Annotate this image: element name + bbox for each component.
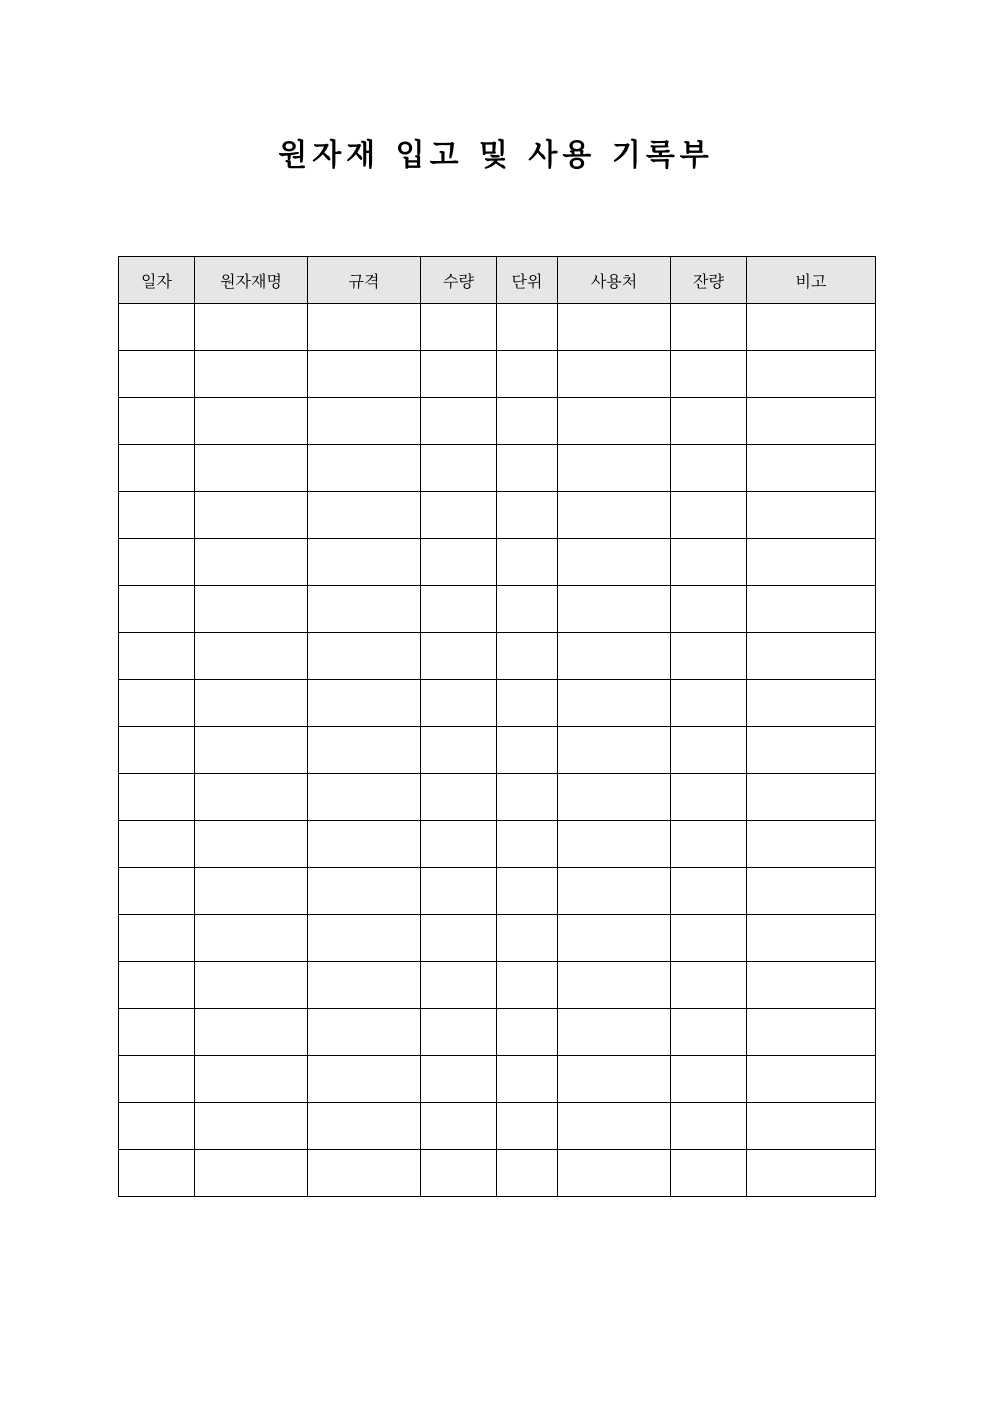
cell-unit[interactable] [497, 492, 558, 539]
cell-quantity[interactable] [421, 633, 497, 680]
cell-unit[interactable] [497, 351, 558, 398]
cell-date[interactable] [119, 915, 195, 962]
cell-quantity[interactable] [421, 445, 497, 492]
cell-unit[interactable] [497, 398, 558, 445]
cell-specification[interactable] [308, 1009, 421, 1056]
cell-material-name[interactable] [195, 962, 308, 1009]
cell-date[interactable] [119, 962, 195, 1009]
cell-quantity[interactable] [421, 304, 497, 351]
cell-quantity[interactable] [421, 868, 497, 915]
cell-material-name[interactable] [195, 445, 308, 492]
cell-unit[interactable] [497, 774, 558, 821]
cell-specification[interactable] [308, 1103, 421, 1150]
column-header-remaining: 잔량 [671, 257, 747, 304]
cell-usage[interactable] [558, 586, 671, 633]
cell-remarks[interactable] [747, 351, 876, 398]
cell-usage[interactable] [558, 304, 671, 351]
cell-quantity[interactable] [421, 915, 497, 962]
cell-unit[interactable] [497, 445, 558, 492]
cell-date[interactable] [119, 1009, 195, 1056]
cell-material-name[interactable] [195, 915, 308, 962]
cell-material-name[interactable] [195, 1103, 308, 1150]
cell-material-name[interactable] [195, 774, 308, 821]
cell-remaining[interactable] [671, 1009, 747, 1056]
cell-date[interactable] [119, 586, 195, 633]
page-title: 원자재 입고 및 사용 기록부 [278, 138, 714, 173]
cell-date[interactable] [119, 868, 195, 915]
cell-usage[interactable] [558, 821, 671, 868]
cell-remaining[interactable] [671, 445, 747, 492]
cell-material-name[interactable] [195, 821, 308, 868]
cell-material-name[interactable] [195, 680, 308, 727]
cell-remaining[interactable] [671, 586, 747, 633]
cell-material-name[interactable] [195, 868, 308, 915]
table-row [119, 1056, 876, 1103]
cell-quantity[interactable] [421, 586, 497, 633]
cell-specification[interactable] [308, 680, 421, 727]
cell-quantity[interactable] [421, 492, 497, 539]
cell-unit[interactable] [497, 1150, 558, 1197]
cell-usage[interactable] [558, 1103, 671, 1150]
cell-remaining[interactable] [671, 868, 747, 915]
header-row [119, 257, 876, 304]
cell-material-name[interactable] [195, 727, 308, 774]
cell-remarks[interactable] [747, 586, 876, 633]
cell-specification[interactable] [308, 492, 421, 539]
cell-remaining[interactable] [671, 1103, 747, 1150]
cell-remarks[interactable] [747, 304, 876, 351]
cell-material-name[interactable] [195, 1150, 308, 1197]
cell-remarks[interactable] [747, 492, 876, 539]
cell-specification[interactable] [308, 915, 421, 962]
cell-usage[interactable] [558, 680, 671, 727]
cell-remaining[interactable] [671, 398, 747, 445]
cell-material-name[interactable] [195, 586, 308, 633]
cell-quantity[interactable] [421, 1056, 497, 1103]
table-row [119, 680, 876, 727]
record-table [118, 256, 876, 1197]
cell-date[interactable] [119, 351, 195, 398]
cell-material-name[interactable] [195, 398, 308, 445]
cell-remarks[interactable] [747, 680, 876, 727]
cell-usage[interactable] [558, 774, 671, 821]
cell-unit[interactable] [497, 962, 558, 1009]
cell-specification[interactable] [308, 633, 421, 680]
cell-date[interactable] [119, 680, 195, 727]
cell-unit[interactable] [497, 680, 558, 727]
cell-remaining[interactable] [671, 962, 747, 1009]
cell-usage[interactable] [558, 539, 671, 586]
cell-quantity[interactable] [421, 774, 497, 821]
table-row [119, 398, 876, 445]
cell-material-name[interactable] [195, 492, 308, 539]
cell-unit[interactable] [497, 633, 558, 680]
cell-specification[interactable] [308, 398, 421, 445]
cell-date[interactable] [119, 727, 195, 774]
cell-usage[interactable] [558, 1056, 671, 1103]
table-row [119, 915, 876, 962]
cell-remaining[interactable] [671, 1150, 747, 1197]
cell-unit[interactable] [497, 868, 558, 915]
cell-quantity[interactable] [421, 727, 497, 774]
table-row [119, 727, 876, 774]
cell-specification[interactable] [308, 304, 421, 351]
cell-remarks[interactable] [747, 445, 876, 492]
cell-unit[interactable] [497, 304, 558, 351]
table-row [119, 1009, 876, 1056]
cell-specification[interactable] [308, 445, 421, 492]
cell-date[interactable] [119, 1103, 195, 1150]
cell-specification[interactable] [308, 774, 421, 821]
cell-remarks[interactable] [747, 1150, 876, 1197]
cell-remaining[interactable] [671, 492, 747, 539]
cell-material-name[interactable] [195, 633, 308, 680]
cell-usage[interactable] [558, 1150, 671, 1197]
cell-date[interactable] [119, 304, 195, 351]
cell-remarks[interactable] [747, 727, 876, 774]
cell-unit[interactable] [497, 539, 558, 586]
column-header-remarks: 비고 [747, 257, 876, 304]
table-row [119, 1103, 876, 1150]
cell-remarks[interactable] [747, 868, 876, 915]
cell-specification[interactable] [308, 727, 421, 774]
cell-unit[interactable] [497, 1056, 558, 1103]
cell-specification[interactable] [308, 821, 421, 868]
cell-material-name[interactable] [195, 1056, 308, 1103]
cell-quantity[interactable] [421, 1009, 497, 1056]
cell-quantity[interactable] [421, 962, 497, 1009]
table-row [119, 868, 876, 915]
column-header-date: 일자 [119, 257, 195, 304]
cell-usage[interactable] [558, 492, 671, 539]
column-header-material-name: 원자재명 [195, 257, 308, 304]
cell-date[interactable] [119, 492, 195, 539]
cell-remaining[interactable] [671, 915, 747, 962]
cell-date[interactable] [119, 821, 195, 868]
cell-usage[interactable] [558, 633, 671, 680]
table-row [119, 774, 876, 821]
cell-unit[interactable] [497, 1103, 558, 1150]
cell-specification[interactable] [308, 539, 421, 586]
cell-date[interactable] [119, 774, 195, 821]
cell-remarks[interactable] [747, 633, 876, 680]
cell-usage[interactable] [558, 868, 671, 915]
cell-quantity[interactable] [421, 539, 497, 586]
cell-unit[interactable] [497, 1009, 558, 1056]
cell-usage[interactable] [558, 727, 671, 774]
column-header-quantity: 수량 [421, 257, 497, 304]
cell-remaining[interactable] [671, 1056, 747, 1103]
cell-usage[interactable] [558, 1009, 671, 1056]
cell-remaining[interactable] [671, 774, 747, 821]
cell-date[interactable] [119, 1150, 195, 1197]
cell-remaining[interactable] [671, 727, 747, 774]
cell-remarks[interactable] [747, 539, 876, 586]
cell-specification[interactable] [308, 962, 421, 1009]
cell-specification[interactable] [308, 1056, 421, 1103]
cell-remarks[interactable] [747, 774, 876, 821]
table-row [119, 821, 876, 868]
cell-remaining[interactable] [671, 633, 747, 680]
cell-remaining[interactable] [671, 351, 747, 398]
cell-quantity[interactable] [421, 821, 497, 868]
cell-specification[interactable] [308, 586, 421, 633]
cell-remarks[interactable] [747, 821, 876, 868]
cell-unit[interactable] [497, 915, 558, 962]
table-row [119, 445, 876, 492]
cell-material-name[interactable] [195, 1009, 308, 1056]
table-row [119, 492, 876, 539]
cell-material-name[interactable] [195, 351, 308, 398]
table-row [119, 962, 876, 1009]
column-header-specification: 규격 [308, 257, 421, 304]
cell-remarks[interactable] [747, 1103, 876, 1150]
cell-remarks[interactable] [747, 1009, 876, 1056]
cell-unit[interactable] [497, 821, 558, 868]
column-header-unit: 단위 [497, 257, 558, 304]
table-row [119, 633, 876, 680]
cell-remaining[interactable] [671, 304, 747, 351]
cell-quantity[interactable] [421, 680, 497, 727]
cell-usage[interactable] [558, 915, 671, 962]
cell-date[interactable] [119, 539, 195, 586]
cell-date[interactable] [119, 445, 195, 492]
cell-remaining[interactable] [671, 539, 747, 586]
cell-usage[interactable] [558, 351, 671, 398]
column-header-usage: 사용처 [558, 257, 671, 304]
cell-remarks[interactable] [747, 1056, 876, 1103]
cell-remarks[interactable] [747, 398, 876, 445]
cell-remarks[interactable] [747, 962, 876, 1009]
cell-material-name[interactable] [195, 304, 308, 351]
table-row [119, 586, 876, 633]
cell-date[interactable] [119, 398, 195, 445]
cell-date[interactable] [119, 1056, 195, 1103]
cell-remaining[interactable] [671, 821, 747, 868]
cell-date[interactable] [119, 633, 195, 680]
table-row [119, 539, 876, 586]
cell-usage[interactable] [558, 398, 671, 445]
cell-quantity[interactable] [421, 398, 497, 445]
cell-specification[interactable] [308, 1150, 421, 1197]
cell-quantity[interactable] [421, 351, 497, 398]
cell-unit[interactable] [497, 586, 558, 633]
cell-usage[interactable] [558, 962, 671, 1009]
cell-unit[interactable] [497, 727, 558, 774]
table-body [119, 304, 876, 1197]
cell-remarks[interactable] [747, 915, 876, 962]
cell-specification[interactable] [308, 868, 421, 915]
cell-quantity[interactable] [421, 1103, 497, 1150]
table-row [119, 304, 876, 351]
cell-quantity[interactable] [421, 1150, 497, 1197]
cell-material-name[interactable] [195, 539, 308, 586]
cell-specification[interactable] [308, 351, 421, 398]
cell-remaining[interactable] [671, 680, 747, 727]
table-row [119, 351, 876, 398]
table-row [119, 1150, 876, 1197]
cell-usage[interactable] [558, 445, 671, 492]
